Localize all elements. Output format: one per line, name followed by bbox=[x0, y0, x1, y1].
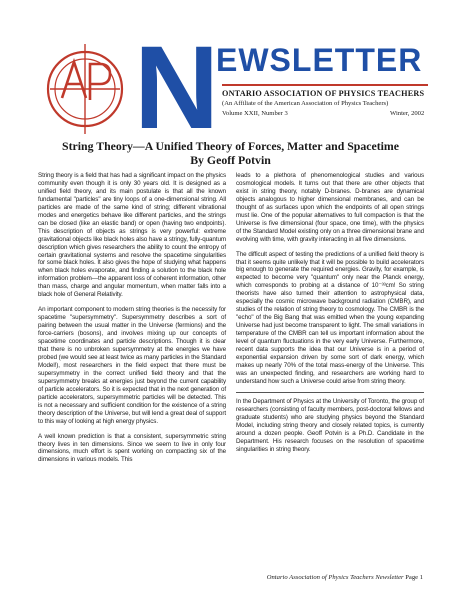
volume-number: Volume XXII, Number 3 bbox=[222, 110, 288, 117]
article-byline: By Geoff Potvin bbox=[190, 153, 271, 167]
author-note: In the Department of Physics at the University of Toronto, the group of researchers (consisting of faculty members, post-doctoral fellows and graduate students) who are studying physics beyond the Standard Model, including string theory and closely related topics, is currently around a dozen people. Geoff Potvin is a Ph.D. Candidate in the Department. His research focuses on the resolution of spacetime singularities in string theory. bbox=[236, 392, 424, 454]
paragraph: An important component to modern string theories is the necessity for spacetime "supersymmetry". Supersymmetry describes a sort of pairing between the usual matter in the Universe (fermions) and the force-carriers (bosons), and involves mixing up our concepts of spacetime coordinates and particle descriptions. Though it is clear that there is no unbroken supersymmetry at the energies we have probed (we would see at least twice as many particles in the Standard Model!), most researchers in the field expect that there must be supersymmetry in the correct unified field theory and that the supersymmetry breaks at energies just beyond the current capability of particle accelerators. So it is expected that in the next generation of particle accelerators, supersymmetric particles will be detected. This is not a necessary and sufficient condition for the existence of a string theory description of the Universe, but will lend a great deal of support to this way of looking at high energy physics. bbox=[38, 306, 226, 425]
paragraph: leads to a plethora of phenomenological studies and various cosmological models. It turns out that there are other objects that exist in string theory, notably D-branes. D-branes are dynamical objects analogous to higher dimensional membranes, and can be thought of as surfaces upon which the endpoints of all open strings must lie. One of the popular alternatives to full compaction is that the Universe is five dimensional (four space, one time), with the physics of the Standard Model existing only on a three dimensional brane and evolving with time, with gravity interacting in all five dimensions. bbox=[236, 172, 424, 243]
masthead-title: EWSLETTER bbox=[216, 42, 423, 78]
right-column bbox=[236, 172, 424, 453]
page-footer bbox=[0, 574, 423, 581]
paragraph: A well known prediction is that a consistent, supersymmetric string theory lives in ten dimensions. Since we seem to live in only four dimensions, much effort is spent working on compacting six of the dimensions in various models. This bbox=[38, 432, 226, 464]
organization-name: ONTARIO ASSOCIATION OF PHYSICS TEACHERS bbox=[222, 89, 425, 98]
masthead-big-n: N bbox=[134, 22, 216, 154]
left-column bbox=[38, 172, 226, 464]
footer-publication: Ontario Association of Physics Teachers Newsletter bbox=[266, 574, 404, 581]
article-title: String Theory—A Unified Theory of Forces, Matter and Spacetime bbox=[62, 139, 399, 153]
paragraph: The difficult aspect of testing the predictions of a unified field theory is that it seems quite unlikely that it will be possible to build accelerators big enough to generate the required energies. Gravity, for example, is expected to become very "quantum" only near the Planck energy, which corresponds to probing at a distance of 10⁻³³cm! So string theorists have also turned their attention to astrophysical data, especially the cosmic microwave background radiation (CMBR), and studies of the relation of string theory to cosmology. The CMBR is the "echo" of the Big Bang that was emitted when the young expanding Universe had just become transparent to light. The small variations in temperature of the CMBR can tell us important information about the level of quantum fluctuations in the very early Universe. Furthermore, recent data supports the idea that our Universe is in a period of exponential expansion driven by some sort of dark energy, which makes up nearly 70% of the total mass-energy of the Universe. This was an unexpected finding, and researchers are working hard to understand how such a Universe could arise from string theory. bbox=[236, 250, 424, 385]
affiliate-line: (An Affiliate of the American Association of Physics Teachers) bbox=[222, 100, 389, 107]
masthead-divider bbox=[222, 84, 428, 86]
paragraph: String theory is a field that has had a significant impact on the physics community even though it is only 30 years old. It is designed as a unified field theory, and its main postulate is that all the known fundamental "particles" are tiny loops of a one-dimensional string. All particles are made of the same kind of string; different vibrational modes and energetics behave like different particles, and the strings can be closed (like an elastic band) or open (having two endpoints). This description of objects as strings is very powerful: extreme gravitational objects like black holes also have a stringy, fully-quantum description which gives researchers the ability to count the entropy of certain gravitational systems and resolve the spacetime singularities for some black holes. It also gives the hope of studying what happens when black holes evaporate, and finding a solution to the black hole information problem—the apparent loss of coherent information, other than mass, charge and angular momentum, when matter falls into a black hole of General Relativity. bbox=[38, 172, 226, 299]
oapt-logo bbox=[42, 36, 128, 142]
page-number: Page 1 bbox=[405, 574, 423, 581]
issue-date: Winter, 2002 bbox=[390, 110, 425, 117]
